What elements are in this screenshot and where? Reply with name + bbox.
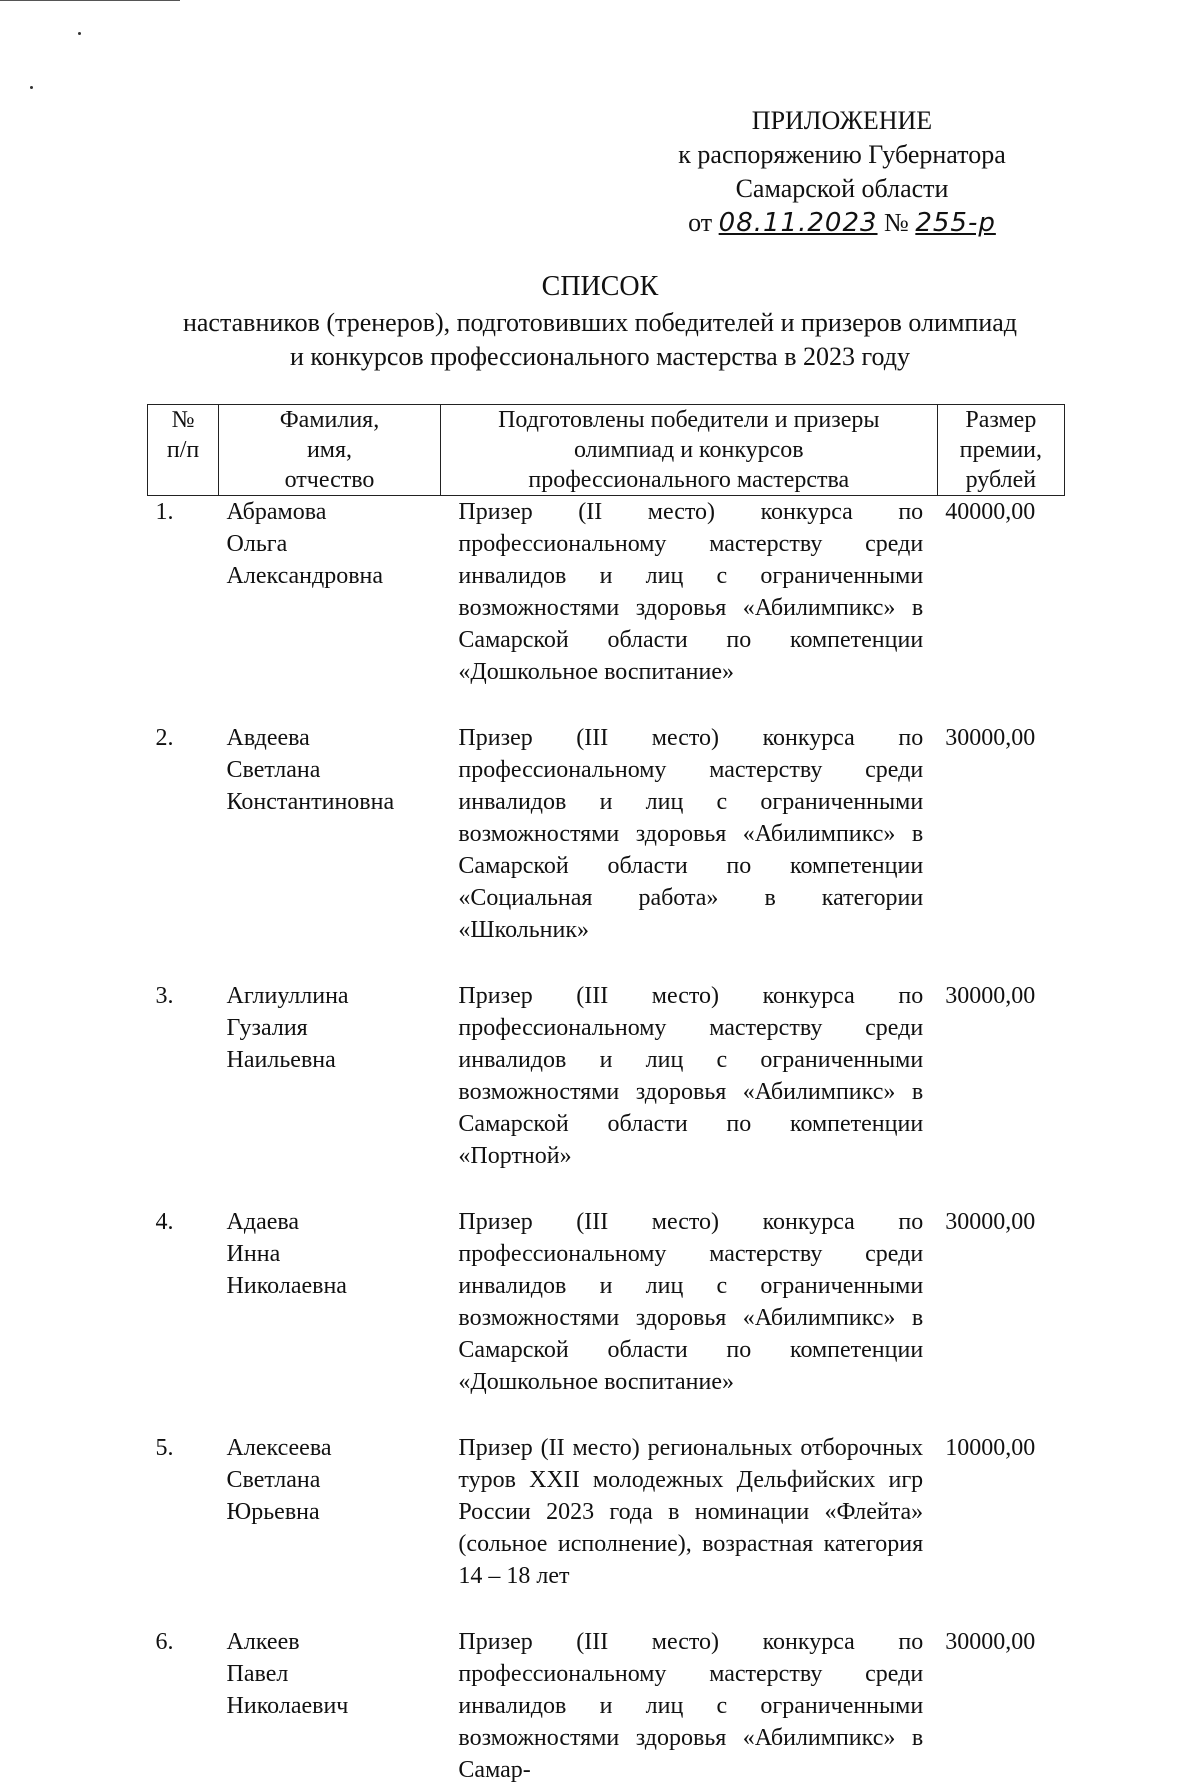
- achievement-description: Призер (III место) конкурса по профессиональному мастерству среди инвалидов и лиц с ограниченными возможностями здоровья «Абилимпикс» в Самарской области по компетенции «Социальная работа» в категории «Школьник»: [458, 725, 924, 943]
- table-row: [148, 1626, 1065, 1786]
- appendix-date-line: [632, 206, 1052, 240]
- mentor-name: Аглиуллина Гузалия Наильевна: [226, 983, 349, 1073]
- table-row: [148, 1432, 1065, 1626]
- date-prefix: от: [688, 208, 713, 237]
- handwritten-date: 08.11.2023: [718, 208, 878, 238]
- scan-artifact-dot: [78, 32, 81, 35]
- row-number: 6.: [155, 1629, 174, 1655]
- mentors-table: [147, 404, 1065, 1786]
- achievement-description: Призер (III место) конкурса по профессиональному мастерству среди инвалидов и лиц с ограниченными возможностями здоровья «Абилимпикс» в Самарской области по компетенции «Дошкольное воспитание»: [458, 1209, 924, 1395]
- table-row: [148, 980, 1065, 1206]
- row-number: 2.: [155, 725, 174, 751]
- col-header-name: Фамилия, имя, отчество: [219, 405, 441, 496]
- award-amount: 30000,00: [945, 1209, 1036, 1235]
- table-row: [148, 1206, 1065, 1432]
- appendix-line-3: Самарской области: [735, 174, 949, 203]
- handwritten-number: 255-р: [915, 208, 996, 238]
- table-header-row: [148, 405, 1065, 496]
- row-number: 4.: [155, 1209, 174, 1235]
- appendix-header: [632, 104, 1052, 240]
- title-line-1: наставников (тренеров), подготовивших победителей и призеров олимпиад: [182, 308, 1018, 337]
- award-amount: 30000,00: [945, 1629, 1036, 1655]
- title-main: СПИСОК: [541, 271, 659, 302]
- document-title: [0, 270, 1200, 374]
- col-header-number: № п/п: [148, 405, 219, 496]
- table-row: [148, 496, 1065, 723]
- mentor-name: Авдеева Светлана Константиновна: [226, 725, 395, 815]
- scan-artifact-line: [0, 0, 180, 1]
- col-header-achievement: Подготовлены победители и призеры олимпиад и конкурсов профессионального мастерства: [440, 405, 937, 496]
- table-row: [148, 722, 1065, 980]
- achievement-description: Призер (III место) конкурса по профессиональному мастерству среди инвалидов и лиц с ограниченными возможностями здоровья «Абилимпикс» в Самарской области по компетенции «Портной»: [458, 983, 924, 1169]
- row-number: 3.: [155, 983, 174, 1009]
- achievement-description: Призер (III место) конкурса по профессиональному мастерству среди инвалидов и лиц с ограниченными возможностями здоровья «Абилимпикс» в Самар-: [458, 1629, 924, 1783]
- award-amount: 30000,00: [945, 983, 1036, 1009]
- mentor-name: Алексеева Светлана Юрьевна: [226, 1435, 332, 1525]
- award-amount: 30000,00: [945, 725, 1036, 751]
- award-amount: 10000,00: [945, 1435, 1036, 1461]
- number-prefix: №: [884, 208, 909, 237]
- achievement-description: Призер (II место) региональных отборочных туров XXII молодежных Дельфийских игр России 2023 года в номинации «Флейта» (сольное исполнение), возрастная категория 14 – 18 лет: [458, 1435, 924, 1589]
- award-amount: 40000,00: [945, 499, 1036, 525]
- mentor-name: Адаева Инна Николаевна: [226, 1209, 347, 1299]
- col-header-amount: Размер премии, рублей: [937, 405, 1064, 496]
- appendix-line-2: к распоряжению Губернатора: [678, 140, 1006, 169]
- achievement-description: Призер (II место) конкурса по профессиональному мастерству среди инвалидов и лиц с ограниченными возможностями здоровья «Абилимпикс» в Самарской области по компетенции «Дошкольное воспитание»: [458, 499, 924, 685]
- mentor-name: Алкеев Павел Николаевич: [226, 1629, 349, 1719]
- title-line-2: и конкурсов профессионального мастерства в 2023 году: [289, 342, 910, 371]
- appendix-label: ПРИЛОЖЕНИЕ: [751, 106, 933, 135]
- mentor-name: Абрамова Ольга Александровна: [226, 499, 384, 589]
- row-number: 1.: [155, 499, 174, 525]
- row-number: 5.: [155, 1435, 174, 1461]
- scan-artifact-dot: [30, 86, 33, 89]
